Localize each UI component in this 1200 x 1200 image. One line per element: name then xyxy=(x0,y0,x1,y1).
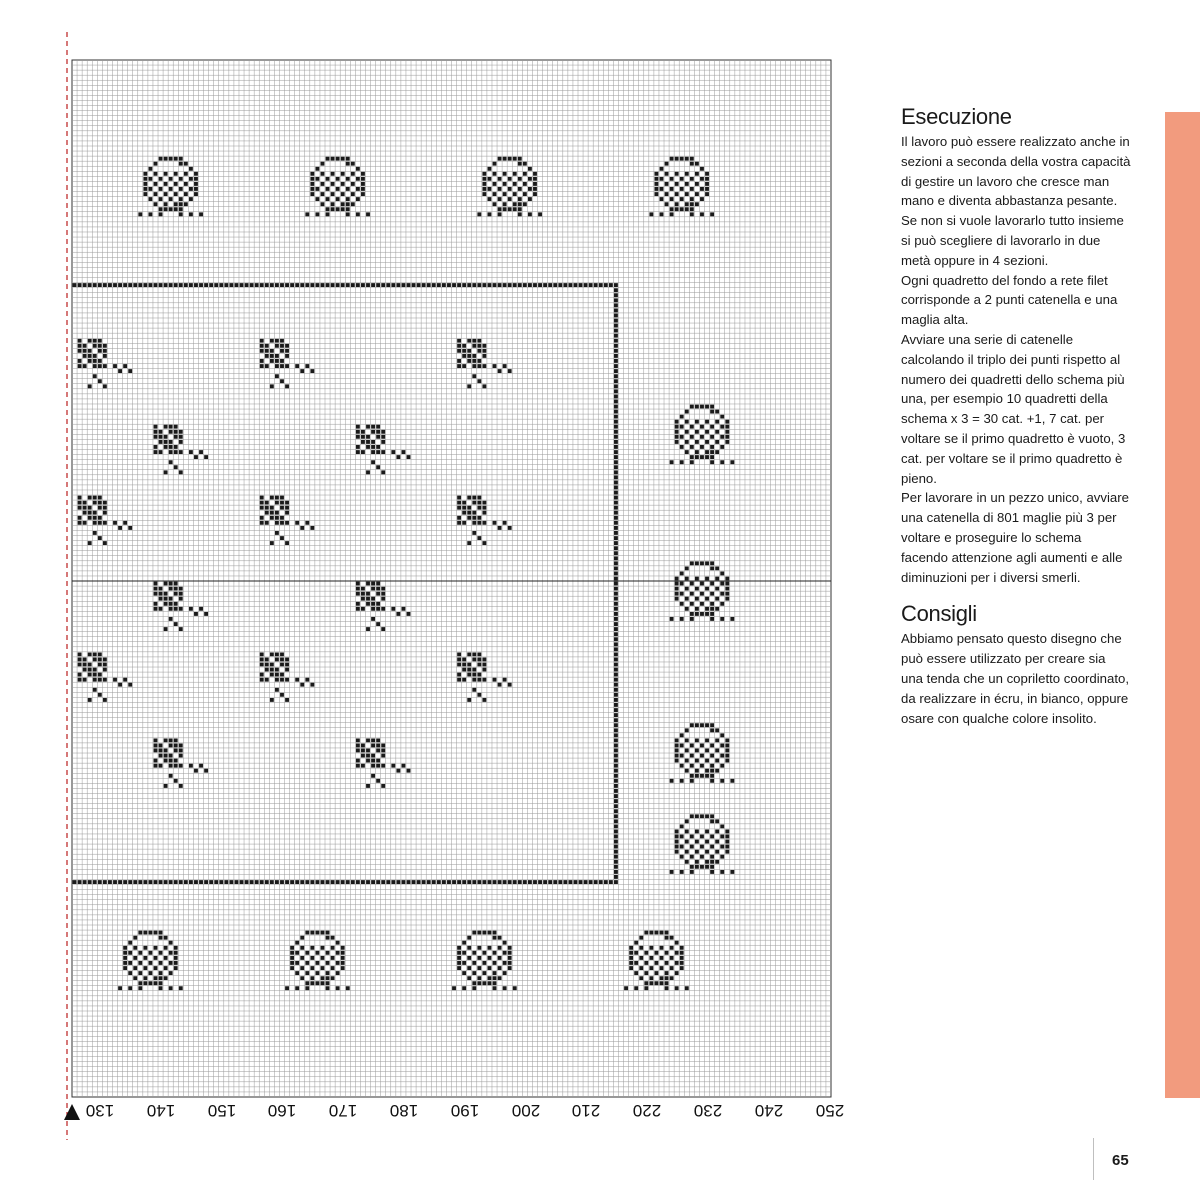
axis-tick-label: 220 xyxy=(633,1101,662,1120)
axis-tick-label: 210 xyxy=(572,1101,601,1120)
paragraph: Ogni quadretto del fondo a rete filet corrisponde a 2 punti catenella e una maglia alta. xyxy=(901,272,1118,328)
page-number: 65 xyxy=(1112,1152,1129,1169)
axis-tick-label: 180 xyxy=(389,1101,419,1120)
instructions-column xyxy=(901,104,1131,742)
paragraph: Abbiamo pensato questo disegno che può essere utilizzato per creare sia una tenda che un copriletto coordinato, da realizzare in écru, in bianco, oppure osare con qualche colore insolito. xyxy=(901,631,1130,726)
axis-tick-label: 200 xyxy=(511,1101,540,1120)
axis-tick-label: 190 xyxy=(450,1101,479,1120)
paragraph: Se non si vuole lavorarlo tutto insieme si può scegliere di lavorarlo in due metà oppure in 4 sezioni. xyxy=(901,213,1124,268)
paragraph: Il lavoro può essere realizzato anche in sezioni a seconda della vostra capacità di gestire un lavoro che cresce man mano e diventa abbastanza pesante. xyxy=(901,134,1131,209)
section-consigli xyxy=(901,601,1131,728)
chapter-color-tab xyxy=(1165,112,1200,1098)
section-text-esecuzione xyxy=(901,132,1131,587)
paragraph: Avviare una serie di catenelle calcolando il triplo dei punti rispetto al numero dei quadretti dello schema più una, per esempio 10 quadretti della schema x 3 = 30 cat. +1, 7 cat. per voltare se il primo quadretto è vuoto, 3 cat. per voltare se il primo quadretto è pieno. xyxy=(901,331,1126,486)
axis-tick-label: 250 xyxy=(815,1101,844,1120)
axis-tick-label: 150 xyxy=(207,1101,236,1120)
page-divider xyxy=(1093,1138,1094,1180)
section-title-consigli: Consigli xyxy=(901,601,977,627)
section-text-consigli xyxy=(901,629,1131,728)
section-title-esecuzione: Esecuzione xyxy=(901,104,1012,129)
axis-tick-label: 230 xyxy=(693,1101,723,1120)
paragraph: Per lavorare in un pezzo unico, avviare una catenella di 801 maglie più 3 per voltare e proseguire lo schema facendo attenzione agli aumenti e alle diminuzioni per i diversi smerli. xyxy=(901,490,1129,585)
axis-tick-label: 130 xyxy=(85,1101,115,1120)
axis-tick-label: 140 xyxy=(146,1101,175,1120)
axis-tick-label: 160 xyxy=(268,1101,297,1120)
section-esecuzione xyxy=(901,104,1131,587)
axis-tick-label: 170 xyxy=(329,1101,358,1120)
axis-tick-label: 240 xyxy=(754,1101,783,1120)
